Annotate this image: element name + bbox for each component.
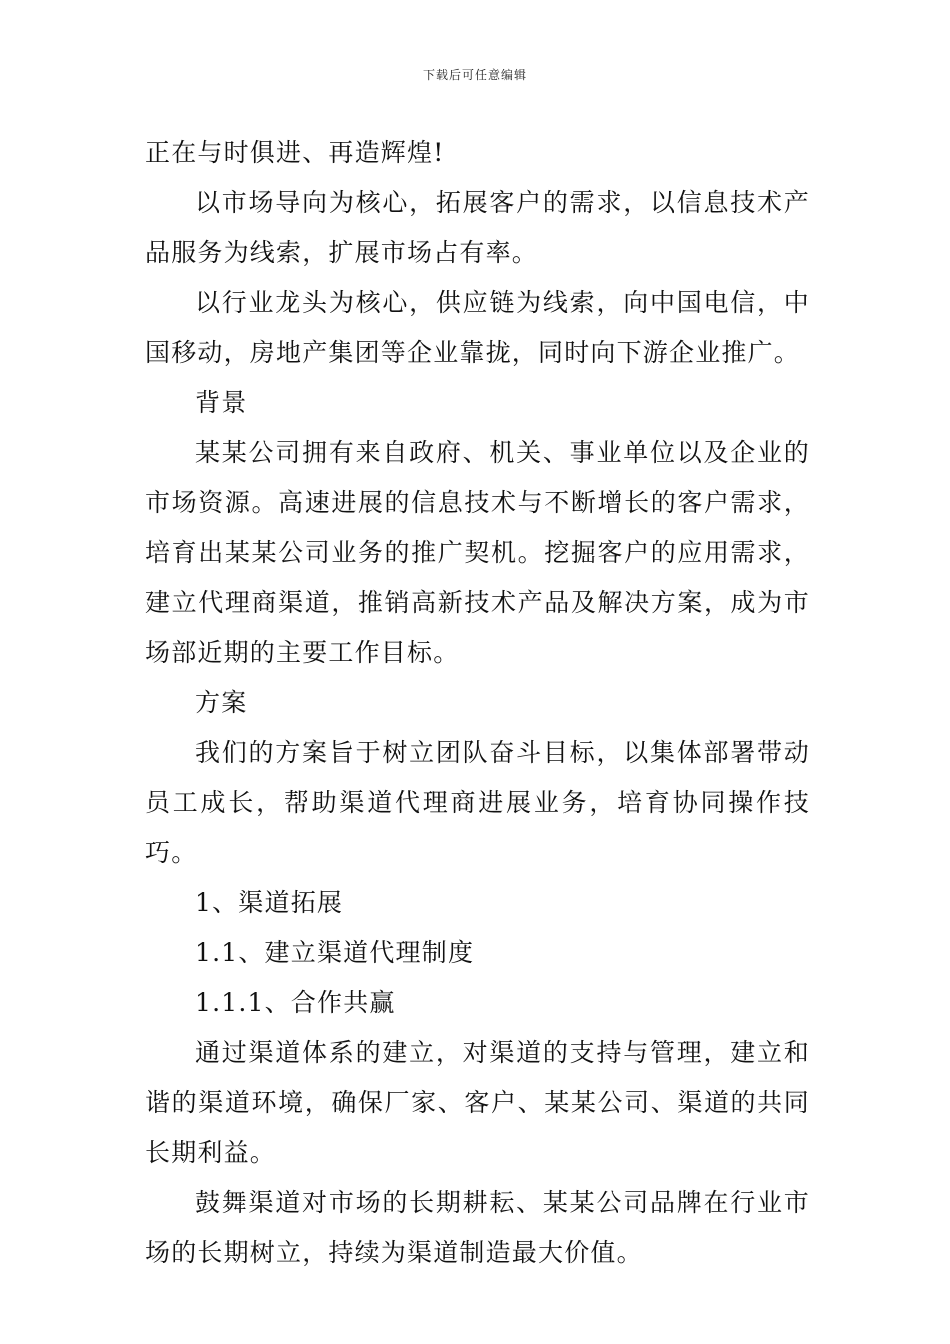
document-body: [145, 128, 810, 1278]
paragraph-market-orientation: 以市场导向为核心，拓展客户的需求，以信息技术产品服务为线索，扩展市场占有率。: [145, 188, 810, 267]
paragraph-plan: 我们的方案旨于树立团队奋斗目标，以集体部署带动员工成长，帮助渠道代理商进展业务，培育协同操作技巧。: [145, 738, 810, 867]
section-heading-background: 背景: [195, 388, 248, 417]
heading-channel-expansion: 1、渠道拓展: [195, 888, 344, 917]
paragraph-industry-leaders: 以行业龙头为核心，供应链为线索，向中国电信，中国移动，房地产集团等企业靠拢，同时向下游企业推广。: [145, 288, 810, 367]
page-header-note: 下载后可任意编辑: [422, 68, 527, 82]
paragraph-channel-system: 通过渠道体系的建立，对渠道的支持与管理，建立和谐的渠道环境，确保厂家、客户、某某公司、渠道的共同长期利益。: [145, 1038, 810, 1167]
heading-win-win: 1.1.1、合作共赢: [195, 988, 396, 1017]
heading-agent-system: 1.1、建立渠道代理制度: [195, 938, 475, 967]
paragraph-continuation: 正在与时俱进、再造辉煌!: [145, 138, 445, 167]
paragraph-background: 某某公司拥有来自政府、机关、事业单位以及企业的市场资源。高速进展的信息技术与不断增长的客户需求，培育出某某公司业务的推广契机。挖掘客户的应用需求，建立代理商渠道，推销高新技术产品及解决方案，成为市场部近期的主要工作目标。: [145, 438, 810, 667]
paragraph-encourage-channels: 鼓舞渠道对市场的长期耕耘、某某公司品牌在行业市场的长期树立，持续为渠道制造最大价值。: [145, 1188, 810, 1267]
section-heading-plan: 方案: [195, 688, 248, 717]
